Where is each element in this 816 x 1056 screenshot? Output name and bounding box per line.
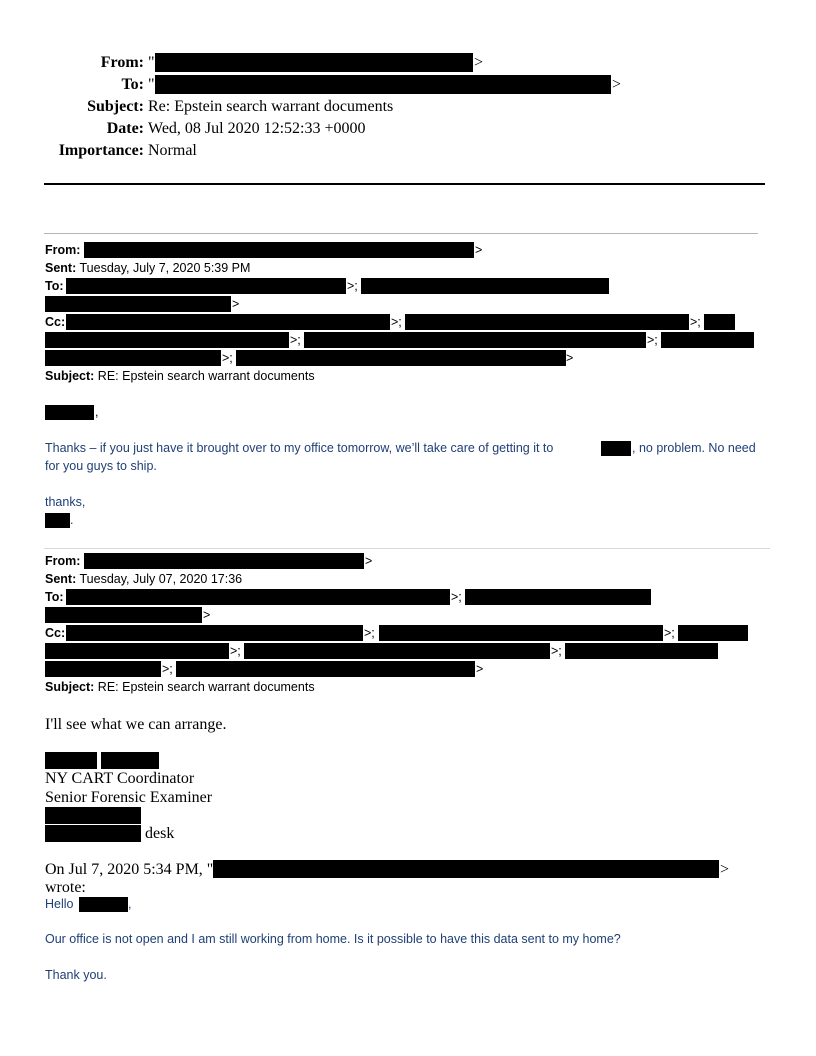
redaction [66, 314, 390, 330]
header-date: Wed, 08 Jul 2020 12:52:33 +0000 [148, 120, 366, 137]
msg2-cc-sep: >; [230, 644, 241, 658]
msg2-cc-gt: > [476, 662, 484, 676]
msg1-cc-sep: >; [647, 333, 658, 347]
msg2-body2: Our office is not open and I am still working from home. Is it possible to have this data sent to my home? [45, 932, 621, 946]
msg2-quote-gt: > [720, 861, 730, 878]
header-subject-label: Subject: [87, 98, 144, 115]
redaction [101, 752, 159, 769]
msg1-subject-row: Subject: RE: Epstein search warrant documents [45, 369, 315, 383]
redaction [565, 643, 718, 659]
msg2-wrote: wrote: [45, 879, 86, 896]
header-subject: Re: Epstein search warrant documents [148, 98, 394, 115]
redaction [84, 242, 474, 258]
msg2-thanks: Thank you. [45, 968, 107, 982]
redaction [45, 513, 70, 528]
redaction [661, 332, 754, 348]
msg1-cc-sep: >; [690, 315, 701, 329]
msg2-to-sep: >; [451, 590, 462, 604]
header-date-label: Date: [106, 120, 144, 137]
msg1-to-sep: >; [347, 279, 358, 293]
msg2-quote-intro: On Jul 7, 2020 5:34 PM, " [45, 861, 214, 878]
msg2-cc-label: Cc: [45, 626, 66, 640]
msg1-cc-sep: >; [391, 315, 402, 329]
msg1-greeting-comma: , [95, 405, 99, 419]
header-from-gt: > [474, 54, 484, 71]
redaction [45, 661, 161, 677]
msg2-cc-sep: >; [162, 662, 173, 676]
msg1-cc-sep: >; [222, 351, 233, 365]
msg1-sent: Tuesday, July 7, 2020 5:39 PM [79, 261, 251, 275]
redaction [704, 314, 735, 330]
msg2-sig-title1: NY CART Coordinator [45, 770, 195, 787]
redaction [45, 643, 229, 659]
redaction [176, 661, 475, 677]
msg2-body: I'll see what we can arrange. [45, 716, 227, 733]
redaction [45, 825, 141, 842]
msg2-from-gt: > [365, 554, 373, 568]
redaction [66, 278, 346, 294]
redaction [379, 625, 663, 641]
msg2-subject-row: Subject: RE: Epstein search warrant documents [45, 680, 315, 694]
msg2-from-label: From: [45, 554, 81, 568]
redaction [66, 625, 363, 641]
header-importance-label: Importance: [58, 142, 144, 159]
header-to-quote: " [148, 76, 155, 93]
message-divider [44, 233, 758, 234]
message-divider [44, 548, 770, 549]
msg1-cc-label: Cc: [45, 315, 66, 329]
redaction [84, 553, 364, 569]
redaction [45, 332, 289, 348]
header-importance: Normal [148, 142, 197, 159]
redaction [405, 314, 689, 330]
msg2-subject: RE: Epstein search warrant documents [97, 680, 315, 694]
msg2-cc-sep: >; [551, 644, 562, 658]
msg2-sent: Tuesday, July 07, 2020 17:36 [79, 572, 243, 586]
header-to-label: To: [121, 76, 144, 93]
redaction [45, 752, 97, 769]
msg2-cc-sep: >; [664, 626, 675, 640]
redaction [601, 441, 631, 456]
msg1-from-label: From: [45, 243, 81, 257]
redaction [45, 296, 231, 312]
header-from-label: From: [100, 54, 144, 71]
msg1-closing: thanks, [45, 495, 86, 509]
msg2-sig-desk: desk [145, 825, 175, 842]
redaction [45, 807, 141, 824]
msg2-hello: Hello [45, 897, 74, 911]
msg2-to-label: To: [45, 590, 64, 604]
header-divider [44, 183, 765, 185]
redaction [155, 53, 473, 72]
msg2-cc-sep: >; [364, 626, 375, 640]
redaction [45, 350, 221, 366]
msg1-subject: RE: Epstein search warrant documents [97, 369, 315, 383]
msg2-to-gt: > [203, 608, 211, 622]
msg1-sent-row: Sent: Tuesday, July 7, 2020 5:39 PM [45, 261, 251, 275]
redaction [155, 75, 611, 94]
redaction [79, 897, 128, 912]
msg1-cc-sep: >; [290, 333, 301, 347]
redaction [304, 332, 646, 348]
msg1-to-gt: > [232, 297, 240, 311]
redaction [361, 278, 609, 294]
redaction [465, 589, 651, 605]
redaction [45, 405, 94, 420]
redaction [244, 643, 550, 659]
msg1-cc-gt: > [566, 351, 574, 365]
msg2-sent-row: Sent: Tuesday, July 07, 2020 17:36 [45, 572, 243, 586]
msg1-body-line1-end: , no problem. No need [632, 441, 756, 455]
header-from-quote: " [148, 54, 155, 71]
redaction [213, 860, 719, 878]
msg1-signature-period: . [70, 513, 74, 527]
msg2-sig-title2: Senior Forensic Examiner [45, 789, 213, 806]
msg1-body-line1: Thanks – if you just have it brought over to my office tomorrow, we’ll take care of getting it to [45, 441, 554, 455]
msg1-to-label: To: [45, 279, 64, 293]
msg1-from-gt: > [475, 243, 483, 257]
msg2-hello-comma: , [128, 897, 132, 911]
redaction [66, 589, 450, 605]
msg1-body-line2: for you guys to ship. [45, 459, 157, 473]
redaction [678, 625, 748, 641]
redaction [236, 350, 566, 366]
header-to-gt: > [612, 76, 622, 93]
redaction [45, 607, 202, 623]
